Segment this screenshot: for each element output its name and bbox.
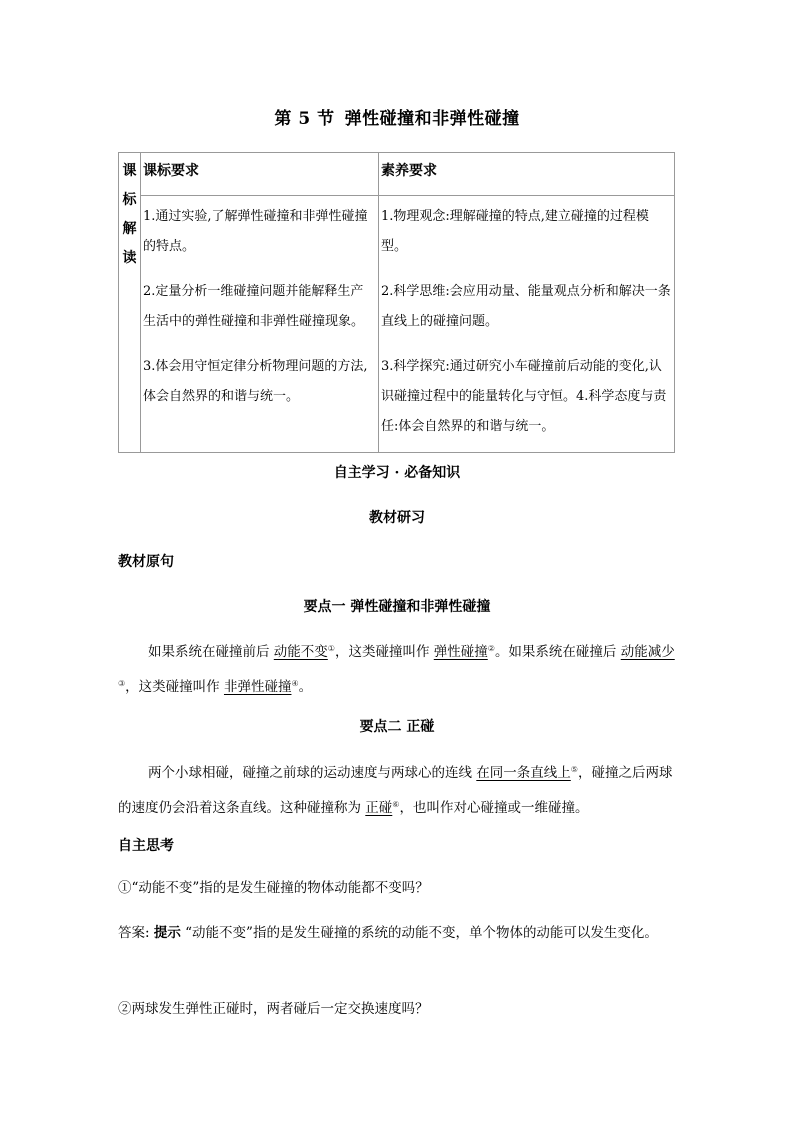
- point-two-paragraph: 两个小球相碰，碰撞之前球的运动速度与两球心的连线 在同一条直线上⑤，碰撞之后两球的速度仍会沿着这条直线。这种碰撞称为 正碰⑥，也叫作对心碰撞或一维碰撞。: [118, 765, 673, 816]
- section-heading: 自主学习 · 必备知识: [333, 465, 461, 481]
- question-1: ①“动能不变”指的是发生碰撞的物体动能都不变吗？: [118, 880, 429, 896]
- answer-1: 答案: 提示 “动能不变”指的是发生碰撞的系统的动能不变，单个物体的动能可以发生变化。: [118, 925, 658, 941]
- title-text: 弹性碰撞和非弹性碰撞: [344, 109, 520, 129]
- point-one-title: 要点一 弹性碰撞和非弹性碰撞: [303, 599, 491, 615]
- table-side-label: 课 标 解 读: [119, 153, 141, 453]
- curriculum-item: 1.通过实验,了解弹性碰撞和非弹性碰撞的特点。: [143, 209, 368, 254]
- literacy-item: 1.物理观念:理解碰撞的特点,建立碰撞的过程模型。: [381, 209, 649, 254]
- blank-answer: 动能减少: [620, 644, 675, 660]
- page-title: [0, 104, 794, 129]
- point-one-paragraph: 如果系统在碰撞前后 动能不变①，这类碰撞叫作 弹性碰撞②。如果系统在碰撞后 动能减少③，这类碰撞叫作 非弹性碰撞④。: [118, 644, 675, 695]
- blank-answer: 动能不变: [273, 644, 328, 660]
- table-header-curriculum: 课标要求: [141, 153, 379, 196]
- question-2: ②两球发生弹性正碰时，两者碰后一定交换速度吗？: [118, 1001, 429, 1017]
- literacy-item: 3.科学探究:通过研究小车碰撞前后动能的变化,认识碰撞过程中的能量转化与守恒。4.科学态度与责任:体会自然界的和谐与统一。: [381, 359, 667, 434]
- title-section-number: 第 5 节: [274, 109, 335, 129]
- blank-answer: 正碰: [365, 800, 393, 816]
- point-two-title: 要点二 正碰: [359, 719, 435, 735]
- table-header-literacy: 素养要求: [379, 153, 675, 196]
- blank-answer: 弹性碰撞: [433, 644, 488, 660]
- curriculum-item: 2.定量分析一维碰撞问题并能解释生产生活中的弹性碰撞和非弹性碰撞现象。: [143, 284, 365, 329]
- literacy-item: 2.科学思维:会应用动量、能量观点分析和解决一条直线上的碰撞问题。: [381, 284, 671, 329]
- heading-self-thinking: 自主思考: [118, 838, 174, 854]
- curriculum-table: [118, 152, 675, 453]
- sub-heading: 教材研习: [369, 510, 425, 526]
- blank-answer: 在同一条直线上: [476, 765, 571, 781]
- blank-answer: 非弹性碰撞: [223, 679, 292, 695]
- literacy-requirements-cell: [379, 196, 675, 453]
- heading-textbook-sentences: 教材原句: [118, 554, 174, 570]
- curriculum-requirements-cell: [141, 196, 379, 453]
- curriculum-item: 3.体会用守恒定律分析物理问题的方法,体会自然界的和谐与统一。: [143, 359, 368, 404]
